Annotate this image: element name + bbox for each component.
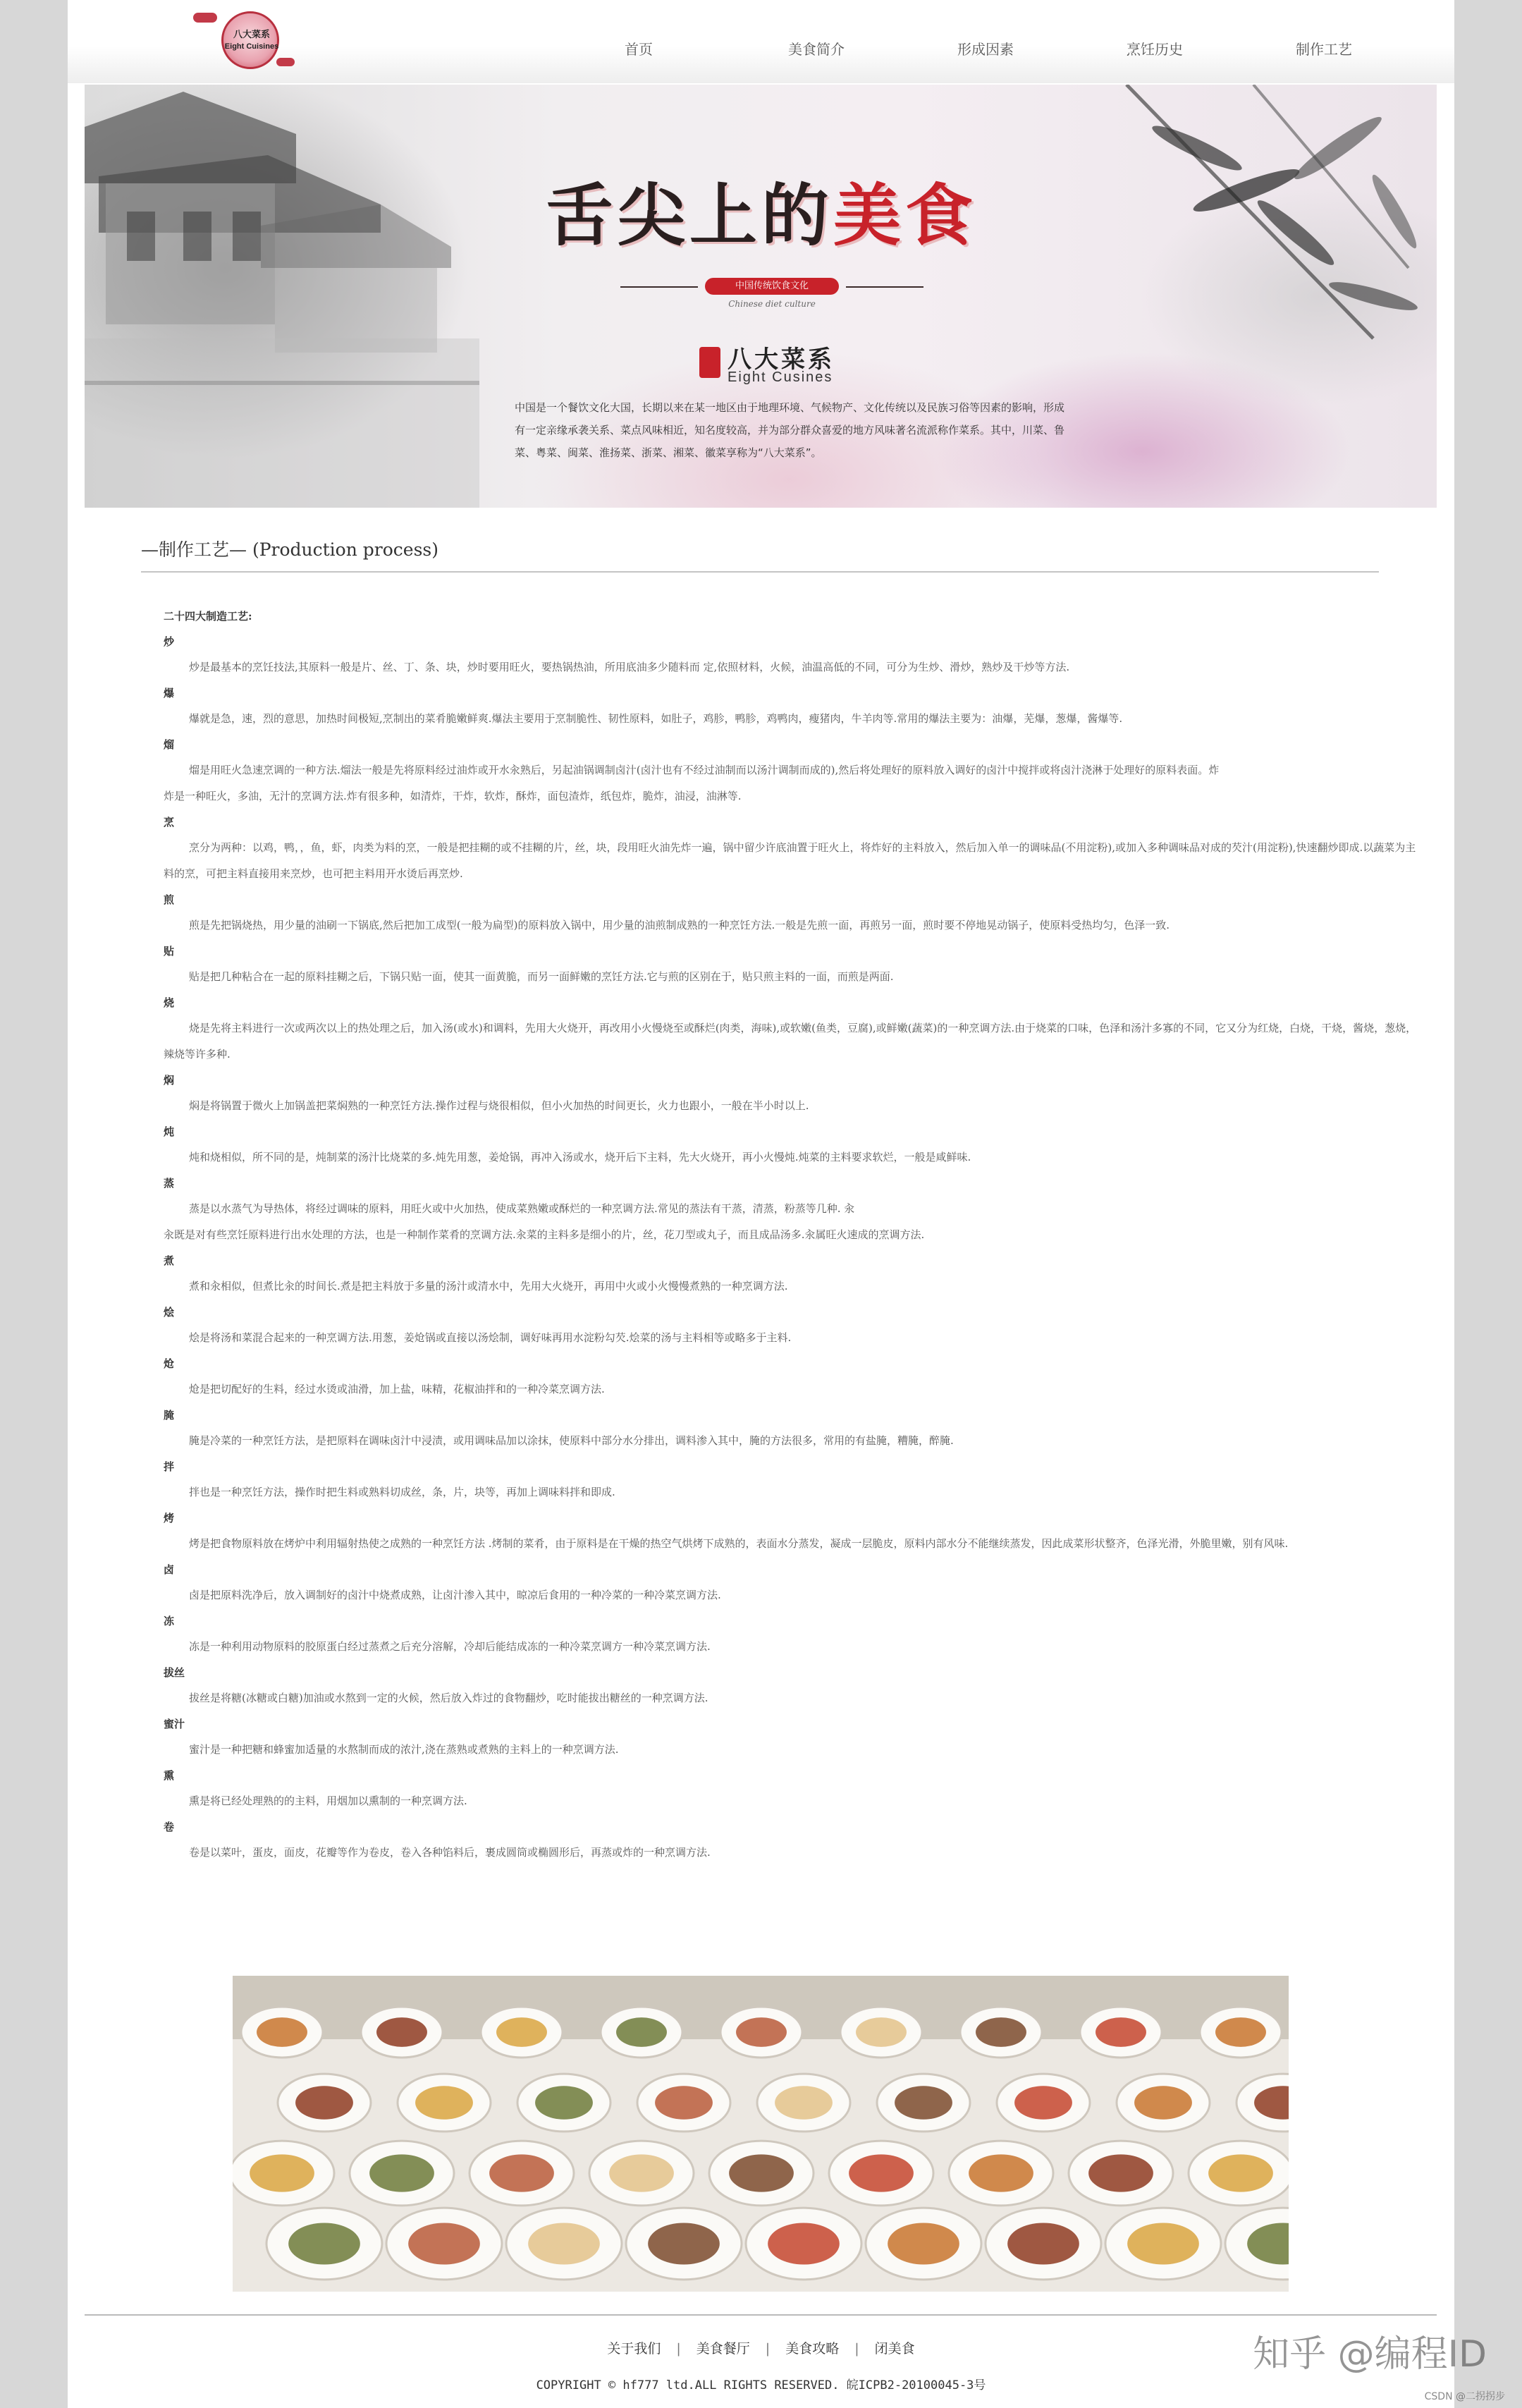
- banner-description: 中国是一个餐饮文化大国，长期以来在某一地区由于地理环境、气候物产、文化传统以及民族习俗等因素的影响，形成有一定亲缘承袭关系、菜点风味相近，知名度较高，并为部分群众喜爱的地方风味著名流派称作菜系。其中，川菜、鲁菜、粤菜、闽菜、淮扬菜、浙菜、湘菜、徽菜享称为“八大菜系”。: [515, 401, 1065, 459]
- banner-divider-right: [846, 286, 923, 288]
- technique-description: 熏是将已经处理熟的的主料，用烟加以熏制的一种烹调方法.: [189, 1795, 467, 1807]
- footer-link-restaurants[interactable]: 美食餐厅: [696, 2341, 750, 2357]
- process-content: [164, 604, 1425, 1866]
- technique-description: 炖和烧相似，所不同的是，炖制菜的汤汁比烧菜的多.炖先用葱，姜炝锅，再冲入汤或水，烧开后下主料，先大火烧开，再小火慢炖.炖菜的主料要求软烂，一般是咸鲜味.: [189, 1151, 971, 1163]
- technique-name: 煎: [164, 893, 175, 906]
- technique-description: 烧是先将主料进行一次或两次以上的热处理之后，加入汤(或水)和调料，先用大火烧开，再改用小火慢烧至或酥烂(肉类，海味),或软嫩(鱼类，豆腐),或鲜嫩(蔬菜)的一种烹调方法.由于烧菜的口味，色泽和汤汁多寡的不同，它又分为红烧，白烧，干烧，酱烧，葱烧，辣烧等许多种.: [164, 1022, 1417, 1061]
- technique-name: 炖: [164, 1125, 175, 1138]
- technique-description: 腌是冷菜的一种烹饪方法，是把原料在调味卤汁中浸渍，或用调味品加以涂抹，使原料中部分水分排出，调料渗入其中，腌的方法很多，常用的有盐腌，糟腌，醉腌.: [189, 1434, 954, 1447]
- technique-name: 焖: [164, 1074, 175, 1087]
- banner-subtitle-en: Chinese diet culture: [728, 299, 816, 309]
- footer-separator: |: [854, 2341, 859, 2357]
- technique-name: 冻: [164, 1615, 175, 1627]
- ink-bamboo-illustration: [1042, 85, 1437, 381]
- technique-name: 卷: [164, 1821, 175, 1833]
- footer-separator: |: [676, 2341, 681, 2357]
- technique-description: 冻是一种利用动物原料的胶原蛋白经过蒸煮之后充分溶解，冷却后能结成冻的一种冷菜烹调方一种冷菜烹调方法.: [189, 1640, 711, 1653]
- technique-name: 贴: [164, 945, 175, 958]
- header: [68, 0, 1454, 83]
- nav-item-food-intro[interactable]: 美食简介: [788, 41, 845, 58]
- logo-cloud-icon: [193, 13, 217, 23]
- footer-link-guides[interactable]: 美食攻略: [785, 2341, 840, 2357]
- technique-name: 蜜汁: [164, 1718, 185, 1730]
- copyright: COPYRIGHT © hf777 ltd.ALL RIGHTS RESERVED. 皖ICPB2-20100045-3号: [536, 2378, 986, 2392]
- technique-name: 蒸: [164, 1177, 175, 1190]
- technique-description: 爆就是急，速，烈的意思，加热时间极短,烹制出的菜肴脆嫩鲜爽.爆法主要用于烹制脆性、韧性原料，如肚子，鸡胗，鸭胗，鸡鸭肉，瘦猪肉，牛羊肉等.常用的爆法主要为：油爆，芜爆，葱爆，酱爆等.: [189, 712, 1123, 725]
- banner-title-main: 舌尖上的: [546, 176, 833, 255]
- banner-eight-cuisines-en: Eight Cusines: [728, 369, 833, 385]
- technique-description: 烹分为两种：以鸡，鸭，，鱼，虾，肉类为料的烹，一般是把挂糊的或不挂糊的片，丝，块，段用旺火油先炸一遍，锅中留少许底油置于旺火上，将炸好的主料放入，然后加入单一的调味品(不用淀粉),或加入多种调味品对成的芡汁(用淀粉),快速翻炒即成.以蔬菜为主料的烹，可把主料直接用来烹炒，也可把主料用开水烫后再烹炒.: [164, 841, 1416, 880]
- page: [68, 0, 1454, 2408]
- banner-subtitle-badge: 中国传统饮食文化: [705, 278, 839, 295]
- banner-eight-cuisines-cn: 八大菜系: [728, 346, 835, 374]
- nav-item-home[interactable]: 首页: [625, 41, 653, 58]
- technique-description: 熘是用旺火急速烹调的一种方法.熘法一般是先将原料经过油炸或开水汆熟后，另起油锅调制卤汁(卤汁也有不经过油制而以汤汁调制而成的),然后将处理好的原料放入调好的卤汁中搅拌或将卤汁浇淋于处理好的原料表面。炸: [189, 764, 1220, 776]
- csdn-watermark: CSDN @二拐拐步: [1424, 2391, 1505, 2402]
- footer-link-food[interactable]: 闭美食: [874, 2341, 915, 2357]
- technique-name: 煮: [164, 1254, 175, 1267]
- technique-description: 炸是一种旺火，多油，无汁的烹调方法.炸有很多种，如清炸，干炸，软炸，酥炸，面包渣炸，纸包炸，脆炸，油浸，油淋等.: [164, 790, 742, 802]
- technique-description: 卷是以菜叶，蛋皮，面皮，花瓣等作为卷皮，卷入各种馅料后，裹成圆筒或椭圆形后，再蒸或炸的一种烹调方法.: [189, 1846, 711, 1859]
- technique-name: 烹: [164, 816, 175, 829]
- technique-description: 煎是先把锅烧热，用少量的油刷一下锅底,然后把加工成型(一般为扁型)的原料放入锅中，用少量的油煎制成熟的一种烹饪方法.一般是先煎一面，再煎另一面，煎时要不停地晃动锅子，使原料受热均匀，色泽一致.: [189, 919, 1170, 931]
- technique-description: 烤是把食物原料放在烤炉中利用辐射热使之成熟的一种烹饪方法 .烤制的菜肴，由于原料是在干燥的热空气烘烤下成熟的，表面水分蒸发，凝成一层脆皮，原料内部水分不能继续蒸发，因此成菜形状整齐，色泽光滑，外脆里嫩，别有风味.: [189, 1537, 1289, 1550]
- logo[interactable]: [193, 3, 285, 73]
- banner-divider-left: [620, 286, 698, 288]
- technique-name: 熘: [164, 738, 175, 751]
- technique-name: 腌: [164, 1409, 175, 1422]
- technique-name: 烤: [164, 1512, 175, 1524]
- technique-description: 汆既是对有些烹饪原料进行出水处理的方法，也是一种制作菜肴的烹调方法.汆菜的主料多是细小的片，丝，花刀型或丸子，而且成品汤多.汆属旺火速成的烹调方法.: [164, 1228, 925, 1241]
- technique-name: 拌: [164, 1460, 175, 1473]
- technique-description: 煮和汆相似，但煮比汆的时间长.煮是把主料放于多量的汤汁或清水中，先用大火烧开，再用中火或小火慢慢煮熟的一种烹调方法.: [189, 1280, 788, 1292]
- nav-item-formation-factors[interactable]: 形成因素: [957, 41, 1014, 58]
- logo-name-en: Eight Cuisines: [224, 42, 279, 51]
- nav-item-cooking-history[interactable]: 烹饪历史: [1127, 41, 1183, 58]
- seal-icon: [699, 347, 720, 378]
- technique-name: 烧: [164, 996, 175, 1009]
- nav-item-production-process[interactable]: 制作工艺: [1296, 41, 1352, 58]
- footer-divider: [85, 2314, 1437, 2316]
- technique-description: 贴是把几种粘合在一起的原料挂糊之后，下锅只贴一面，使其一面黄脆，而另一面鲜嫩的烹饪方法.它与煎的区别在于，贴只煎主料的一面，而煎是两面.: [189, 970, 894, 983]
- technique-description: 烩是将汤和菜混合起来的一种烹调方法.用葱，姜炝锅或直接以汤烩制，调好味再用水淀粉勾芡.烩菜的汤与主料相等或略多于主料.: [189, 1331, 792, 1344]
- footer-link-about[interactable]: 关于我们: [607, 2341, 661, 2357]
- technique-name: 熏: [164, 1769, 175, 1782]
- technique-description: 蒸是以水蒸气为导热体，将经过调味的原料，用旺火或中火加热，使成菜熟嫩或酥烂的一种烹调方法.常见的蒸法有干蒸，清蒸，粉蒸等几种. 汆: [189, 1202, 855, 1215]
- section-divider: [141, 571, 1379, 573]
- technique-description: 炒是最基本的烹饪技法,其原料一般是片、丝、丁、条、块，炒时要用旺火，要热锅热油，所用底油多少随料而 定,依照材料，火候，油温高低的不同，可分为生炒、滑炒，熟炒及干炒等方法.: [189, 661, 1070, 673]
- technique-description: 卤是把原料洗净后，放入调制好的卤汁中烧煮成熟，让卤汁渗入其中，晾凉后食用的一种冷菜的一种冷菜烹调方法.: [189, 1589, 721, 1601]
- footer-separator: |: [765, 2341, 771, 2357]
- zhihu-watermark: 知乎 @编程ID: [1253, 2333, 1487, 2376]
- content-heading: 二十四大制造工艺:: [164, 610, 252, 623]
- technique-description: 拔丝是将糖(冰糖或白糖)加油或水熬到一定的火候，然后放入炸过的食物翻炒，吃时能拔出糖丝的一种烹调方法.: [189, 1692, 708, 1704]
- technique-list: [164, 629, 1425, 1866]
- hero-banner: [85, 85, 1437, 508]
- technique-description: 焖是将锅置于微火上加锅盖把菜焖熟的一种烹饪方法.操作过程与烧很相似，但小火加热的时间更长，火力也跟小，一般在半小时以上.: [189, 1099, 809, 1112]
- banner-title-accent: 美食: [833, 176, 977, 255]
- logo-cloud-icon: [276, 58, 295, 66]
- banner-title: [493, 162, 1029, 259]
- logo-emblem-icon: [221, 11, 279, 69]
- technique-description: 炝是把切配好的生料，经过水烫或油滑，加上盐，味精，花椒油拌和的一种冷菜烹调方法.: [189, 1383, 605, 1395]
- technique-name: 炒: [164, 635, 175, 648]
- technique-name: 烩: [164, 1306, 175, 1319]
- main-nav: [625, 38, 1414, 66]
- logo-name-cn: 八大菜系: [233, 30, 270, 40]
- ink-houses-illustration: [85, 85, 479, 508]
- technique-name: 拔丝: [164, 1666, 185, 1679]
- technique-description: 拌也是一种烹饪方法，操作时把生料或熟料切成丝，条，片，块等，再加上调味料拌和即成.: [189, 1486, 615, 1498]
- technique-name: 炝: [164, 1357, 175, 1370]
- technique-name: 爆: [164, 687, 175, 699]
- technique-description: 蜜汁是一种把糖和蜂蜜加适量的水熬制而成的浓汁,浇在蒸熟或煮熟的主料上的一种烹调方法.: [189, 1743, 619, 1756]
- section-title: —制作工艺— (Production process): [141, 539, 438, 560]
- footer-links: [68, 2338, 1454, 2357]
- food-banquet-photo: [233, 1976, 1289, 2292]
- technique-name: 卤: [164, 1563, 175, 1576]
